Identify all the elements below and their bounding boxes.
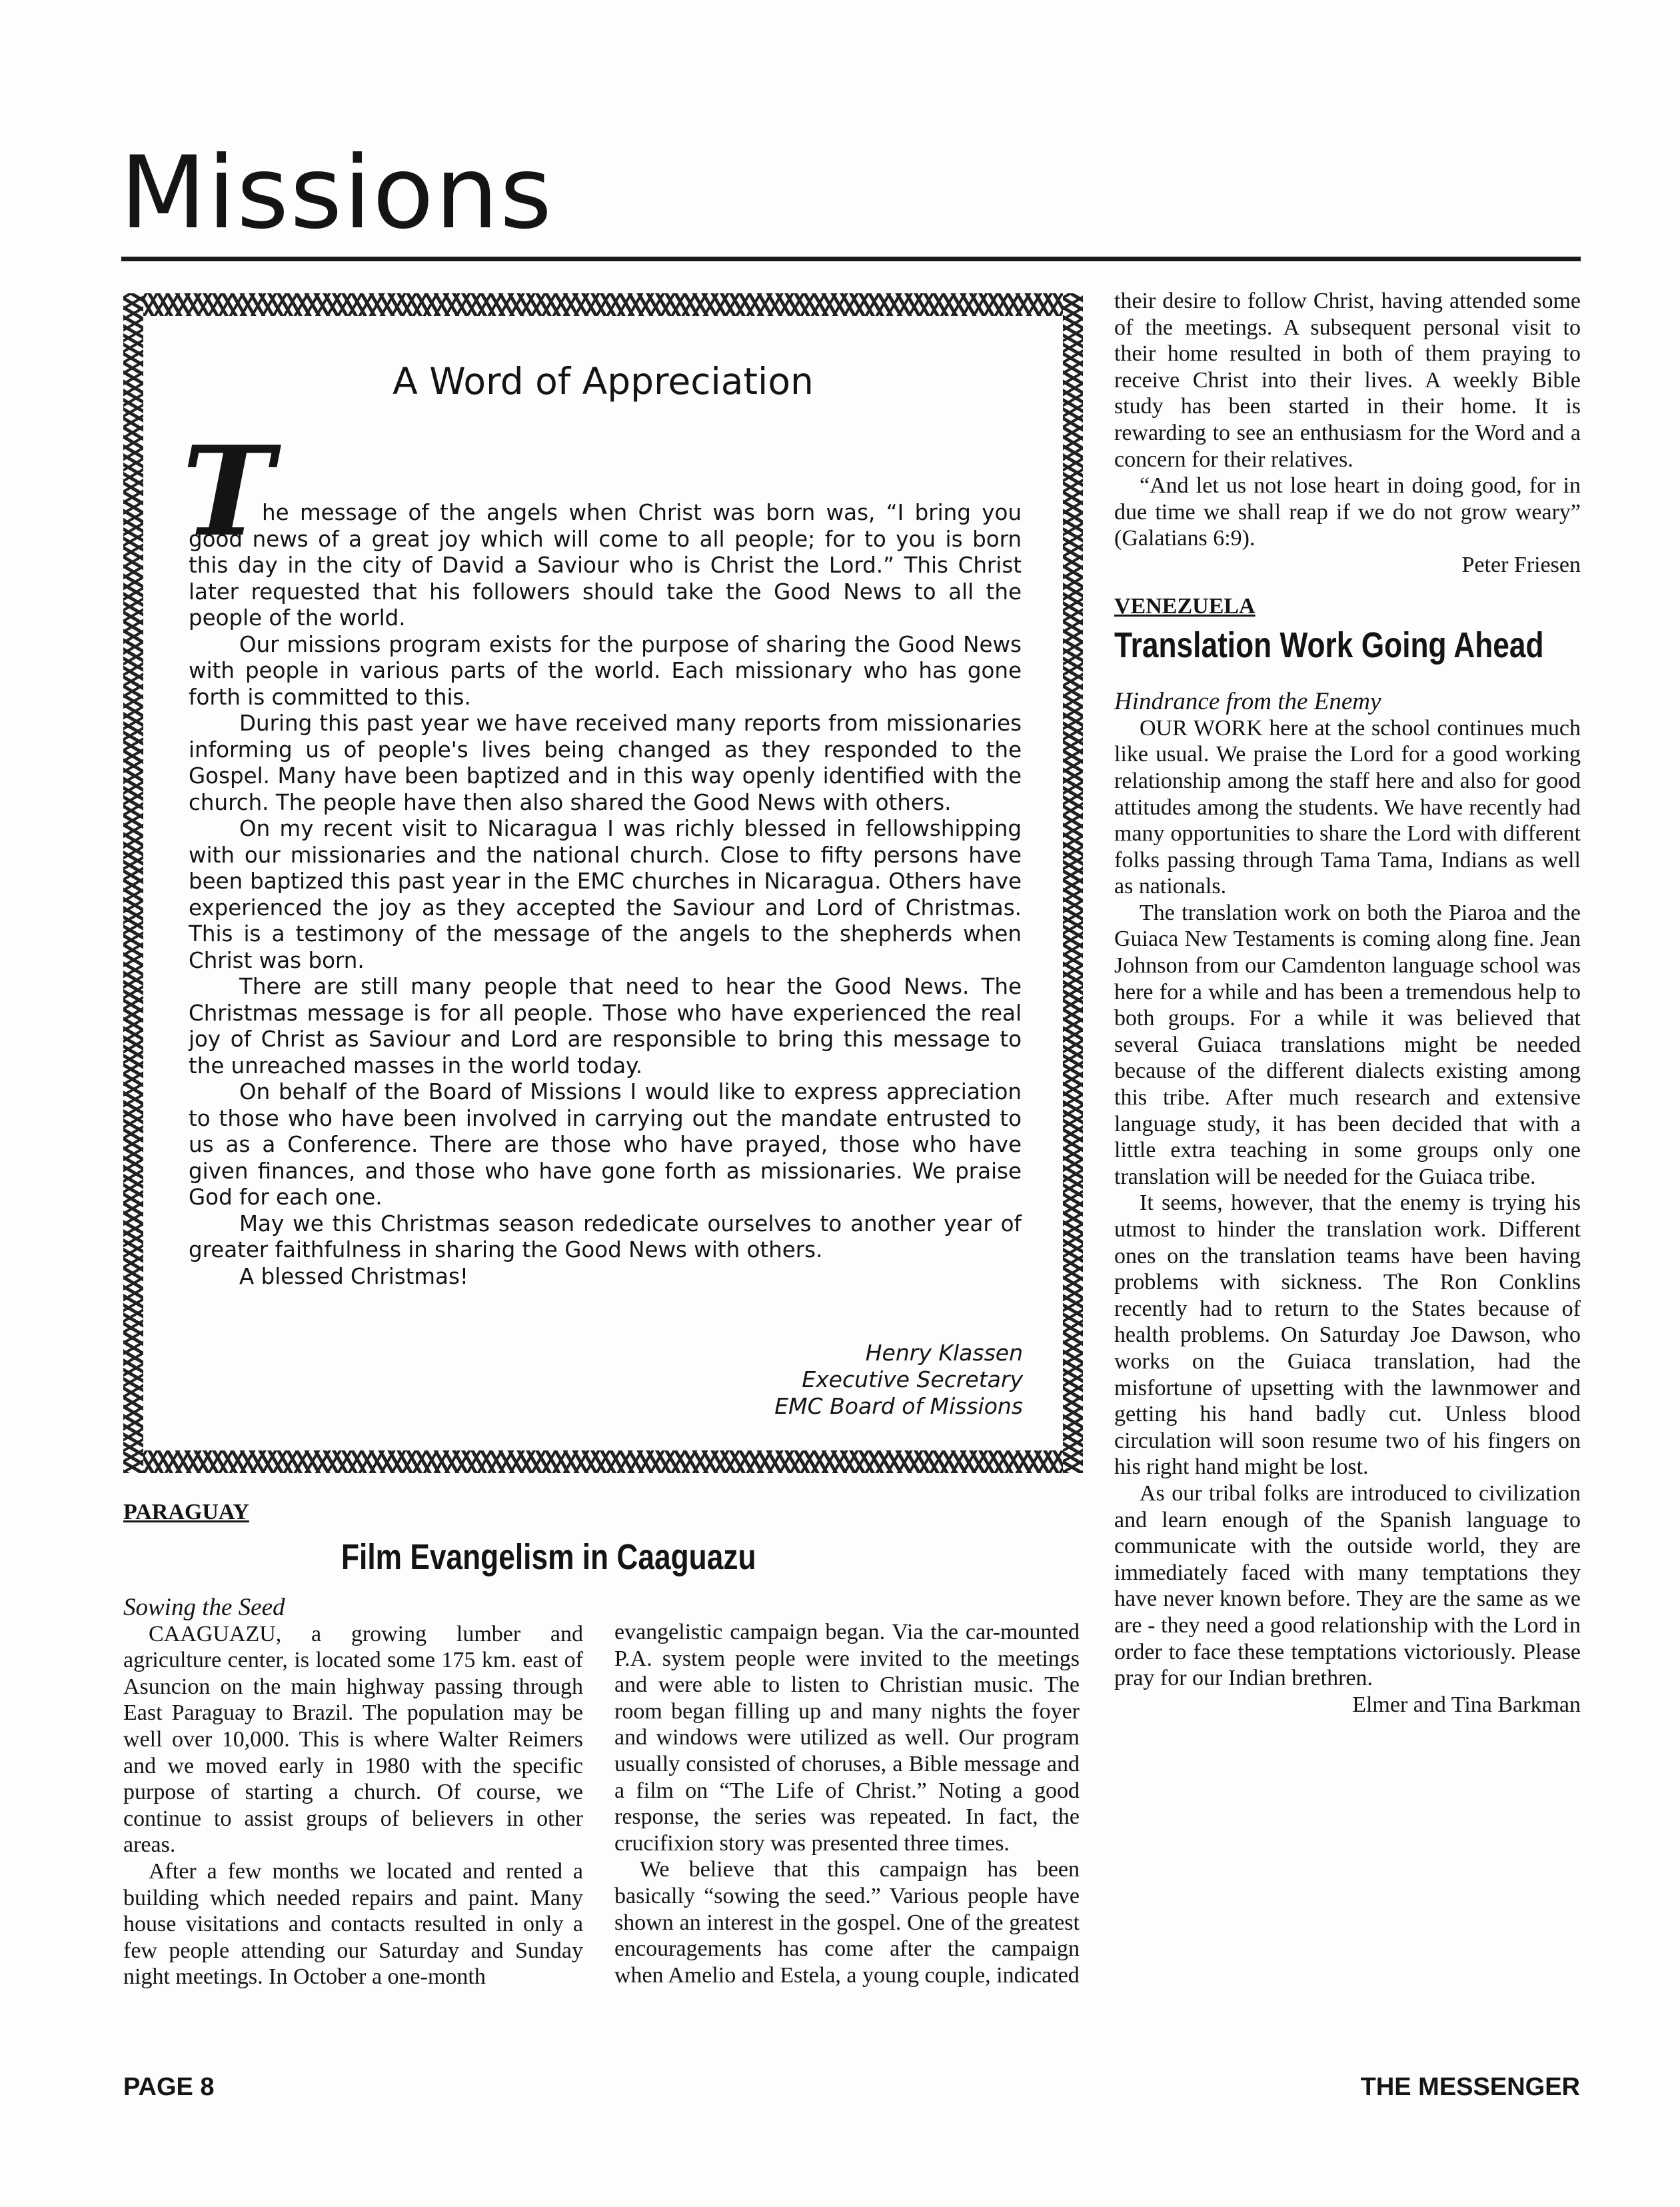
appreciation-heading: A Word of Appreciation (393, 360, 814, 403)
paragraph: May we this Christmas season rededicate ourselves to another year of greater faithfulness in sharing the Good News with others. (189, 1210, 1022, 1262)
paragraph: Our missions program exists for the purpose of sharing the Good News with people in various parts of the world. Each missionary who has gone forth is committed to this. (189, 631, 1022, 710)
paragraph: We believe that this campaign has been basically “sowing the seed.” Various people have shown an interest in the gospel. One of the greatest encouragements has come after the campaign when Amelio and Estela, a young couple, indicated (614, 1857, 1080, 1988)
right-column (1114, 288, 1581, 1718)
paraguay-column-2 (614, 1619, 1080, 1988)
ornamental-border-bottom (123, 1450, 1083, 1473)
headline-paraguay: Film Evangelism in Caaguazu (341, 1537, 756, 1577)
paraguay-column-1 (123, 1594, 583, 1990)
headline-venezuela: Translation Work Going Ahead (1114, 625, 1544, 666)
paragraph: The translation work on both the Piaroa and the Guiaca New Testaments is coming along fine. Jean Johnson from our Camdenton language school was here for a while and has been a tremendous help to both groups. For a while it was believed that several Guiaca translations might be needed because of the different dialects existing among this tribe. After much research and extensive language study, it has been decided that with a little extra teaching in some groups only one translation will be needed for the Guiaca tribe. (1114, 900, 1581, 1189)
author-venezuela: Elmer and Tina Barkman (1352, 1692, 1581, 1717)
page-title: Missions (120, 135, 554, 251)
paragraph: evangelistic campaign began. Via the car-mounted P.A. system people were invited to the meetings and were able to listen to Christian music. The room began filling up and many nights the foyer and windows were utilized as well. Our program usually consisted of choruses, a Bible message and a film on “The Life of Christ.” Noting a good response, the series was repeated. In fact, the crucifixion story was presented three times. (614, 1620, 1080, 1856)
paragraph: CAAGUAZU, a growing lumber and agriculture center, is located some 175 km. east of Asuncion on the main highway passing through East Paraguay to Brazil. The population may be well over 10,000. This is where Walter Reimers and we moved early in 1980 with the specific purpose of starting a church. Of course, we continue to assist groups of believers in other areas. (123, 1621, 583, 1858)
signature-role: Executive Secretary (802, 1366, 1023, 1392)
drop-cap: T (182, 419, 274, 564)
subhead-paraguay: Sowing the Seed (123, 1594, 285, 1621)
paragraph: On my recent visit to Nicaragua I was richly blessed in fellowshipping with our missionaries and the national church. Close to fifty persons have been baptized this past year in the EMC churches in Nicaragua. Others have experienced the joy as they accepted the Saviour and Lord of Christmas. This is a testimony of the message of the angels to the shepherds when Christ was born. (189, 816, 1022, 973)
paragraph: There are still many people that need to hear the Good News. The Christmas message is for all people. Those who have experienced the real joy of Christ as Saviour and Lord are responsible to bring this message to the unreached masses in the world today. (189, 974, 1022, 1079)
paragraph: A blessed Christmas! (239, 1263, 468, 1289)
paragraph: On behalf of the Board of Missions I would like to express appreciation to those who have been involved in carrying out the mandate entrusted to us as a Conference. There are those who have prayed, those who have given finances, and those who have gone forth as missionaries. We praise God for each one. (189, 1079, 1022, 1210)
ornamental-border-top (123, 293, 1083, 316)
page-number: PAGE 8 (123, 2073, 215, 2101)
paragraph: OUR WORK here at the school continues much like usual. We praise the Lord for a good working relationship among the staff here and also for good attitudes among the students. We have recently had many opportunities to share the Lord with different folks passing through Tama Tama, Indians as well as nationals. (1114, 715, 1581, 899)
appreciation-body (189, 500, 1022, 1290)
signature-name: Henry Klassen (865, 1340, 1023, 1366)
appreciation-box (123, 293, 1083, 1473)
paragraph: During this past year we have received many reports from missionaries informing us of people's lives being changed as they responded to the Gospel. Many have been baptized and in this way openly identified with the church. The people have then also shared the Good News with others. (189, 711, 1022, 815)
paragraph: their desire to follow Christ, having attended some of the meetings. A subsequent personal visit to their home resulted in both of them praying to receive Christ into their lives. A weekly Bible study has been started in their home. It is rewarding to see an enthusiasm for the Word and a concern for their relatives. (1114, 289, 1581, 472)
section-label-paraguay: PARAGUAY (123, 1500, 249, 1524)
ornamental-border-left (123, 293, 143, 1473)
author-paraguay: Peter Friesen (1461, 552, 1581, 577)
paragraph: “And let us not lose heart in doing good, for in due time we shall reap if we do not grow weary” (Galatians 6:9). (1114, 473, 1581, 551)
signature-block (774, 1340, 1023, 1420)
section-label-venezuela: VENEZUELA (1114, 593, 1256, 619)
signature-org: EMC Board of Missions (774, 1393, 1023, 1419)
ornamental-border-right (1063, 293, 1083, 1473)
paragraph: he message of the angels when Christ was born was, “I bring you good news of a great joy which will come to all people; for to you is born this day in the city of David a Saviour who is Christ the Lord.” This Christ later requested that his followers should take the Good News to all the people of the world. (189, 500, 1022, 631)
subhead-venezuela: Hindrance from the Enemy (1114, 688, 1381, 716)
paragraph: As our tribal folks are introduced to civilization and learn enough of the Spanish language to communicate with the outside world, they are immediately faced with many temptations they have never known before. They are the same as we are - they need a good relationship with the Lord in order to face these temptations victoriously. Please pray for our Indian brethren. (1114, 1480, 1581, 1691)
paragraph: After a few months we located and rented a building which needed repairs and paint. Many house visitations and contacts resulted in only a few people attending our Saturday and Sunday night meetings. In October a one-month (123, 1858, 583, 1990)
publication-name: THE MESSENGER (1360, 2073, 1580, 2101)
paragraph: It seems, however, that the enemy is trying his utmost to hinder the translation work. Different ones on the translation teams have been having problems with sickness. The Ron Conklins recently had to return to the States because of health problems. On Saturday Joe Dawson, who works on the Guiaca translation, had the misfortune of upsetting with the lawnmower and getting his hand badly cut. Unless blood circulation will soon resume two of his fingers on his right hand might be lost. (1114, 1190, 1581, 1480)
title-rule (121, 257, 1581, 261)
